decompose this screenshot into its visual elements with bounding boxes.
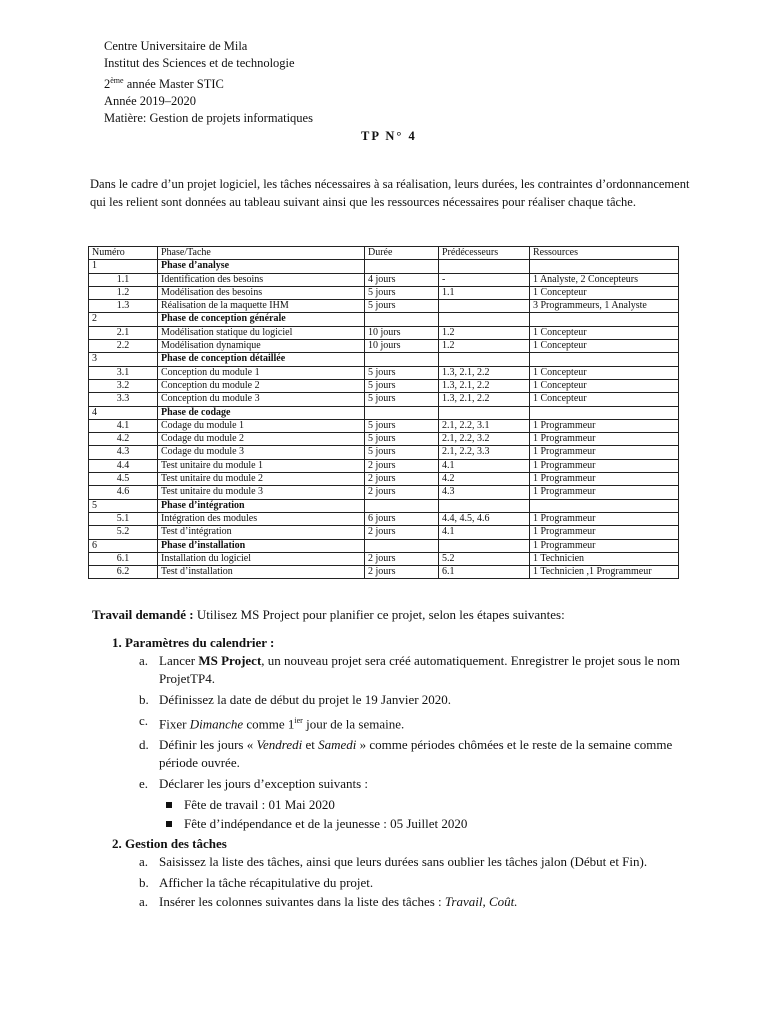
cell-predecesseurs: 1.2 [439,326,530,339]
table-row [89,260,679,273]
cell-numero: 4 [89,406,158,419]
cell-duree: 2 jours [365,459,439,472]
cell-predecesseurs: 2.1, 2.2, 3.2 [439,433,530,446]
cell-phase-task [158,539,365,552]
cell-predecesseurs: 2.1, 2.2, 3.1 [439,419,530,432]
header-phase: Phase/Tache [158,247,365,260]
cell-predecesseurs: 4.2 [439,473,530,486]
cell-predecesseurs [439,260,530,273]
table-row [89,473,679,486]
table-row [89,433,679,446]
table-row [89,566,679,579]
cell-numero: 2.1 [89,326,158,339]
tasks-table [88,246,679,579]
header-line-level: 2ème année Master STIC [104,76,224,92]
cell-numero: 4.6 [89,486,158,499]
cell-ressources: 1 Technicien ,1 Programmeur [530,566,679,579]
table-row [89,353,679,366]
tasks-table-body [89,260,679,579]
cell-ressources: 1 Programmeur [530,446,679,459]
step-1e: e. Déclarer les jours d’exception suivants : [139,776,369,792]
header-predecesseurs: Prédécesseurs [439,247,530,260]
cell-phase-task: Test unitaire du module 3 [158,486,365,499]
cell-phase-task: Test d’intégration [158,526,365,539]
cell-duree: 2 jours [365,526,439,539]
table-row [89,419,679,432]
table-row [89,512,679,525]
cell-duree: 2 jours [365,566,439,579]
cell-predecesseurs: 1.3, 2.1, 2.2 [439,366,530,379]
table-row [89,526,679,539]
cell-predecesseurs [439,499,530,512]
table-row [89,539,679,552]
cell-ressources: 1 Technicien [530,552,679,565]
cell-numero: 1 [89,260,158,273]
cell-ressources: 1 Programmeur [530,526,679,539]
cell-numero: 2.2 [89,340,158,353]
cell-phase-task: Identification des besoins [158,273,365,286]
header-ressources: Ressources [530,247,679,260]
header-line-subject: Matière: Gestion de projets informatiques [104,111,313,126]
cell-predecesseurs [439,353,530,366]
cell-phase-task: Réalisation de la maquette IHM [158,300,365,313]
cell-numero: 3.3 [89,393,158,406]
cell-predecesseurs: 4.3 [439,486,530,499]
cell-duree: 10 jours [365,340,439,353]
cell-duree: 5 jours [365,366,439,379]
table-row [89,499,679,512]
cell-phase-task: Codage du module 2 [158,433,365,446]
table-row [89,326,679,339]
bullet-square-icon [166,802,172,808]
cell-duree [365,406,439,419]
cell-predecesseurs: 5.2 [439,552,530,565]
phase-title: Phase de codage [161,406,231,418]
cell-ressources [530,353,679,366]
header-line-year: Année 2019–2020 [104,94,196,109]
cell-ressources: 1 Concepteur [530,326,679,339]
cell-duree [365,499,439,512]
cell-predecesseurs: 1.3, 2.1, 2.2 [439,379,530,392]
table-row [89,446,679,459]
cell-predecesseurs: 1.3, 2.1, 2.2 [439,393,530,406]
cell-duree: 5 jours [365,393,439,406]
cell-numero: 3.2 [89,379,158,392]
header-line-institute: Institut des Sciences et de technologie [104,56,295,70]
table-row [89,366,679,379]
cell-predecesseurs [439,313,530,326]
cell-phase-task: Test unitaire du module 2 [158,473,365,486]
cell-duree: 4 jours [365,273,439,286]
cell-numero: 6.2 [89,566,158,579]
step-1a: a. Lancer MS Project, un nouveau projet sera créé automatiquement. Enregistrer le projet sous le nom ProjetTP4. [139,653,681,686]
cell-ressources: 1 Concepteur [530,286,679,299]
cell-ressources: 1 Concepteur [530,379,679,392]
cell-numero: 6 [89,539,158,552]
cell-phase-task [158,313,365,326]
section-tasks-title: 2. Gestion des tâches [112,836,227,852]
phase-title: Phase de conception détaillée [161,353,286,365]
table-row [89,313,679,326]
bullet-square-icon [166,821,172,827]
cell-ressources: 1 Analyste, 2 Concepteurs [530,273,679,286]
cell-predecesseurs [439,406,530,419]
table-row [89,486,679,499]
cell-predecesseurs: 4.4, 4.5, 4.6 [439,512,530,525]
cell-phase-task: Codage du module 3 [158,446,365,459]
intro-paragraph: Dans le cadre d’un projet logiciel, les tâches nécessaires à sa réalisation, leurs durées, les contraintes d’ordonnancement qui les relient sont données au tableau suivant ainsi que les ressources nécessaires pour réaliser chaque tâche. [90,177,690,209]
cell-numero: 2 [89,313,158,326]
step-2a: a. Saisissez la liste des tâches, ainsi que leurs durées sans oublier les tâches jalon (Début et Fin). [139,854,648,870]
cell-numero: 4.2 [89,433,158,446]
step-1b: b. Définissez la date de début du projet le 19 Janvier 2020. [139,692,452,707]
cell-duree [365,260,439,273]
exception-day-1: Fête de travail : 01 Mai 2020 [92,796,692,814]
cell-ressources: 3 Programmeurs, 1 Analyste [530,300,679,313]
cell-numero: 1.3 [89,300,158,313]
cell-phase-task [158,406,365,419]
cell-ressources: 1 Programmeur [530,539,679,552]
phase-title: Phase de conception générale [161,313,286,325]
cell-phase-task: Test unitaire du module 1 [158,459,365,472]
cell-numero: 5.2 [89,526,158,539]
step-1c: c. Fixer Dimanche comme $1^{ier}$ jour de la semaine. [139,713,405,732]
table-row [89,340,679,353]
cell-phase-task: Modélisation statique du logiciel [158,326,365,339]
cell-predecesseurs: 1.1 [439,286,530,299]
cell-duree: 5 jours [365,379,439,392]
cell-phase-task [158,499,365,512]
step-2c: a. Insérer les colonnes suivantes dans la liste des tâches : Travail, Coût. [139,894,518,910]
table-row [89,273,679,286]
cell-ressources: 1 Concepteur [530,393,679,406]
cell-phase-task: Modélisation des besoins [158,286,365,299]
cell-duree: 5 jours [365,286,439,299]
table-header-row [89,247,679,260]
cell-phase-task: Installation du logiciel [158,552,365,565]
work-lead: Travail demandé : Utilisez MS Project pour planifier ce projet, selon les étapes suivantes: [92,607,565,622]
cell-duree: 5 jours [365,446,439,459]
cell-predecesseurs: 4.1 [439,526,530,539]
cell-duree: 5 jours [365,419,439,432]
table-row [89,300,679,313]
cell-numero: 1.1 [89,273,158,286]
phase-title: Phase d’intégration [161,499,245,511]
table-row [89,459,679,472]
step-2b: b. Afficher la tâche récapitulative du projet. [139,875,374,891]
phase-title: Phase d’analyse [161,260,230,272]
header-numero: Numéro [89,247,158,260]
document-header [104,38,313,127]
cell-phase-task: Intégration des modules [158,512,365,525]
cell-ressources: 1 Concepteur [530,340,679,353]
cell-numero: 1.2 [89,286,158,299]
cell-ressources: 1 Programmeur [530,473,679,486]
header-duree: Durée [365,247,439,260]
table-row [89,393,679,406]
cell-phase-task [158,260,365,273]
cell-phase-task: Test d’installation [158,566,365,579]
table-row [89,552,679,565]
cell-ressources: 1 Programmeur [530,512,679,525]
cell-ressources [530,499,679,512]
cell-numero: 4.1 [89,419,158,432]
cell-phase-task: Codage du module 1 [158,419,365,432]
table-row [89,286,679,299]
cell-predecesseurs: 6.1 [439,566,530,579]
cell-predecesseurs [439,300,530,313]
cell-predecesseurs: 4.1 [439,459,530,472]
cell-duree: 2 jours [365,486,439,499]
cell-predecesseurs [439,539,530,552]
cell-numero: 4.3 [89,446,158,459]
cell-numero: 5 [89,499,158,512]
cell-duree: 2 jours [365,552,439,565]
exception-day-2: Fête d’indépendance et de la jeunesse : 05 Juillet 2020 [92,815,692,833]
cell-ressources: 1 Programmeur [530,433,679,446]
cell-phase-task: Conception du module 1 [158,366,365,379]
cell-numero: 3 [89,353,158,366]
cell-numero: 6.1 [89,552,158,565]
cell-predecesseurs: - [439,273,530,286]
cell-duree [365,539,439,552]
phase-title: Phase d’installation [161,539,246,551]
cell-duree [365,313,439,326]
cell-ressources [530,313,679,326]
cell-phase-task [158,353,365,366]
cell-numero: 3.1 [89,366,158,379]
step-1d: d. Définir les jours « Vendredi et Samedi » comme périodes chômées et le reste de la semaine comme période ouvrée. [139,737,673,771]
section-calendar-title: 1. Paramètres du calendrier : [112,635,275,650]
cell-ressources [530,406,679,419]
cell-duree: 5 jours [365,300,439,313]
cell-numero: 4.5 [89,473,158,486]
cell-phase-task: Conception du module 2 [158,379,365,392]
cell-ressources: 1 Programmeur [530,486,679,499]
work-section [92,606,692,911]
cell-duree: 5 jours [365,433,439,446]
cell-duree: 2 jours [365,473,439,486]
cell-phase-task: Conception du module 3 [158,393,365,406]
cell-ressources [530,260,679,273]
cell-predecesseurs: 2.1, 2.2, 3.3 [439,446,530,459]
cell-numero: 4.4 [89,459,158,472]
cell-duree: 10 jours [365,326,439,339]
cell-phase-task: Modélisation dynamique [158,340,365,353]
cell-ressources: 1 Concepteur [530,366,679,379]
table-row [89,379,679,392]
table-row [89,406,679,419]
cell-duree: 6 jours [365,512,439,525]
cell-predecesseurs: 1.2 [439,340,530,353]
cell-numero: 5.1 [89,512,158,525]
page-title: TP N° 4 [361,129,417,143]
cell-duree [365,353,439,366]
header-line-institution: Centre Universitaire de Mila [104,39,248,53]
cell-ressources: 1 Programmeur [530,459,679,472]
cell-ressources: 1 Programmeur [530,419,679,432]
